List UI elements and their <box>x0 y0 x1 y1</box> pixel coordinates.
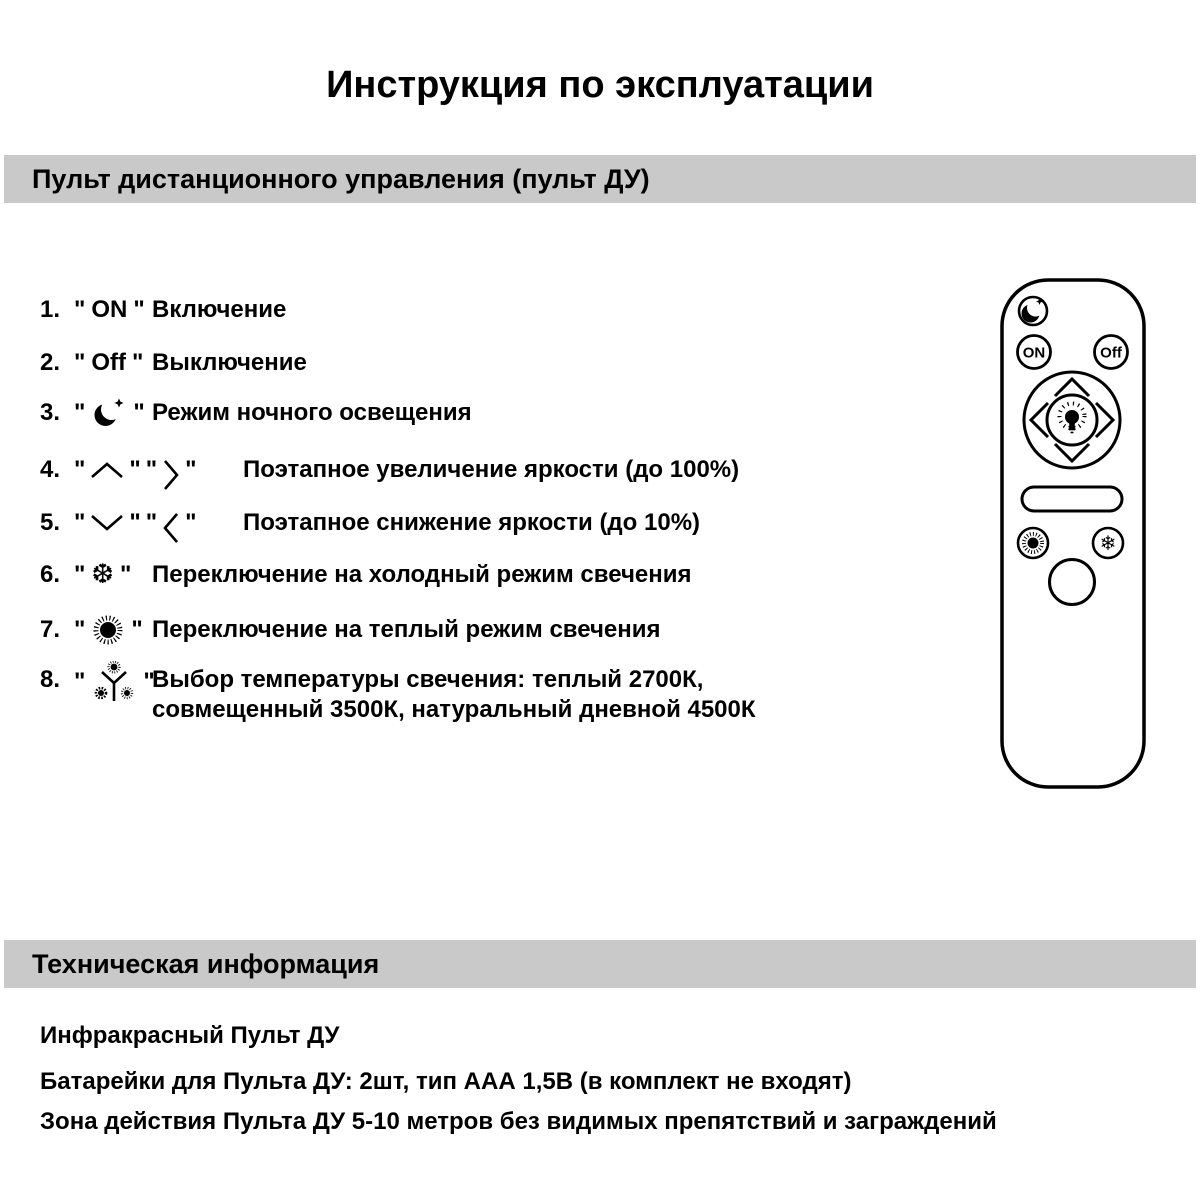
night-mode-button <box>1019 297 1047 325</box>
off-button-label: Off <box>1100 344 1122 362</box>
item-icon-group <box>74 558 152 592</box>
item-icon-group <box>74 395 152 431</box>
item-text: Переключение на теплый режим свечения <box>152 616 661 643</box>
tech-info-line: Инфракрасный Пульт ДУ <box>40 1022 340 1049</box>
item-number: 7. <box>40 616 61 643</box>
quote-mark: " <box>133 296 145 323</box>
sun-icon <box>91 613 125 647</box>
quote-mark: " <box>74 456 86 483</box>
item-number: 1. <box>40 296 61 323</box>
item-text: Переключение на холодный режим свечения <box>152 561 692 588</box>
instruction-item-6 <box>40 558 691 592</box>
quote-mark: " <box>129 456 141 483</box>
section-header-tech-label: Техническая информация <box>32 948 380 979</box>
quote-mark: " <box>74 296 86 323</box>
quote-mark: " <box>120 561 132 588</box>
item-icon-group <box>74 667 155 697</box>
remote-illustration <box>990 270 1160 800</box>
quote-mark: " <box>74 509 86 536</box>
tech-info-line: Зона действия Пульта ДУ 5-10 метров без видимых препятствий и заграждений <box>40 1108 997 1135</box>
item-number: 4. <box>40 456 61 483</box>
page-title: Инструкция по эксплуатации <box>326 64 874 106</box>
on-label: ON <box>91 296 128 323</box>
quote-mark: " <box>131 616 143 643</box>
temperature-select-icon <box>91 661 137 703</box>
item-text: Выключение <box>152 349 307 376</box>
snowflake-icon: ❆ <box>91 559 115 590</box>
tech-info-line: Батарейки для Пульта ДУ: 2шт, тип ААА 1,5В (в комплект не входят) <box>40 1068 852 1095</box>
item-text-line2: совмещенный 3500К, натуральный дневной 4500К <box>152 696 756 723</box>
item-text <box>152 665 756 725</box>
item-text-line1: Выбор температуры свечения: теплый 2700К, <box>152 666 704 693</box>
quote-mark: " <box>185 509 197 536</box>
moon-icon <box>91 395 127 431</box>
chevron-up-icon <box>90 460 124 480</box>
instruction-item-2 <box>40 346 307 380</box>
chevron-down-icon <box>90 513 124 533</box>
item-number: 5. <box>40 509 61 536</box>
off-label: Off <box>91 349 127 376</box>
instruction-item-5 <box>40 506 700 540</box>
section-header-remote-label: Пульт дистанционного управления (пульт ДУ) <box>32 163 650 194</box>
quote-mark: " <box>74 399 86 426</box>
item-text: Поэтапное увеличение яркости (до 100%) <box>243 456 740 483</box>
snowflake-icon: ❄ <box>1099 531 1117 555</box>
item-number: 2. <box>40 349 61 376</box>
chevron-left-icon <box>162 510 180 546</box>
item-number: 8. <box>40 666 61 693</box>
item-icon-group <box>74 613 152 647</box>
item-icon-group <box>74 500 243 546</box>
item-text: Поэтапное снижение яркости (до 10%) <box>243 509 701 536</box>
quote-mark: " <box>129 509 141 536</box>
chevron-right-icon <box>162 457 180 493</box>
item-icon-group <box>74 296 152 324</box>
quote-mark: " <box>74 561 86 588</box>
quote-mark: " <box>185 456 197 483</box>
quote-mark: " <box>74 349 86 376</box>
item-icon-group <box>74 349 152 377</box>
quote-mark: " <box>133 399 145 426</box>
item-number: 6. <box>40 561 61 588</box>
instruction-item-3 <box>40 396 472 430</box>
section-header-remote <box>4 155 1196 203</box>
quote-mark: " <box>145 509 158 536</box>
item-text: Режим ночного освещения <box>152 399 472 426</box>
section-header-tech <box>4 940 1196 988</box>
item-number: 3. <box>40 399 61 426</box>
item-text: Включение <box>152 296 287 323</box>
instruction-item-4 <box>40 453 739 487</box>
quote-mark: " <box>145 456 158 483</box>
quote-mark: " <box>74 668 86 695</box>
instruction-item-1 <box>40 293 286 327</box>
on-button-label: ON <box>1022 344 1046 362</box>
quote-mark: " <box>74 616 86 643</box>
instruction-item-7 <box>40 613 661 647</box>
instruction-item-8 <box>40 665 756 725</box>
item-icon-group <box>74 447 243 493</box>
quote-mark: " <box>143 668 155 695</box>
quote-mark: " <box>132 349 144 376</box>
